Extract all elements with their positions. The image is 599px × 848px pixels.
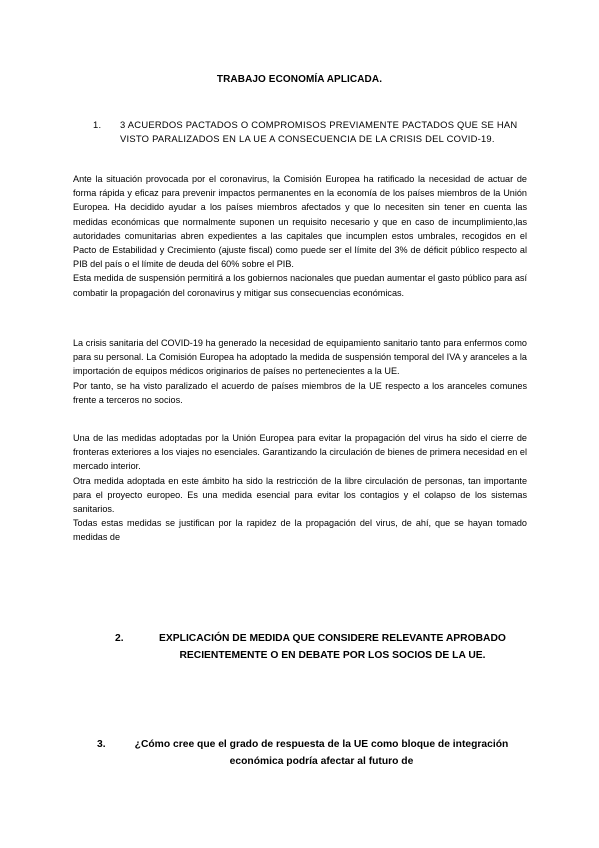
paragraph: Todas estas medidas se justifican por la rapidez de la propagación del virus, de ahí, que se hayan tomado medidas de bbox=[73, 518, 527, 543]
section-3-heading-text: ¿Cómo cree que el grado de respuesta de la UE como bloque de integración económica podría afectar al futuro de bbox=[134, 739, 509, 767]
paragraph-block-free-movement bbox=[73, 431, 527, 545]
paragraph: Una de las medidas adoptadas por la Unión Europea para evitar la propagación del virus ha sido el cierre de fronteras exteriores a los viajes no esenciales. Garantizando la circulación de bienes de primera necesidad en el mercado interior. bbox=[73, 433, 527, 472]
paragraph: Esta medida de suspensión permitirá a los gobiernos nacionales que puedan aumentar el gasto público para así combatir la propagación del coronavirus y mitigar sus consecuencias económicas. bbox=[73, 273, 527, 298]
section-3-heading bbox=[97, 736, 527, 770]
section-3-number: 3. bbox=[97, 739, 106, 750]
paragraph-block-fiscal-rules bbox=[73, 172, 527, 300]
paragraph: Ante la situación provocada por el coronavirus, la Comisión Europea ha ratificado la necesidad de actuar de forma rápida y eficaz para prevenir impactos permanentes en la economía de los países miembros de la Unión Europea. Ha decidido ayudar a los países miembros afectados y que lo necesiten sin tener en cuenta las medidas económicas que normalmente suponen un requisito necesario y que en caso de incumplimiento,las autoridades comunitarias abren expedientes a las capitales que incumplen estos umbrales, recogidos en el Pacto de Estabilidad y Crecimiento (ajuste fiscal) como puede ser el límite del 3% de déficit público respecto al PIB del país o el límite de deuda del 60% sobre el PIB. bbox=[73, 174, 527, 270]
document-title: TRABAJO ECONOMÍA APLICADA. bbox=[216, 74, 383, 85]
section-1-heading bbox=[93, 118, 533, 146]
section-1-number: 1. bbox=[93, 119, 102, 130]
section-2-heading bbox=[115, 630, 535, 664]
section-2-heading-text: EXPLICACIÓN DE MEDIDA QUE CONSIDERE RELEVANTE APROBADO RECIENTEMENTE O EN DEBATE POR LOS SOCIOS DE LA UE. bbox=[159, 633, 506, 661]
section-2-number: 2. bbox=[115, 633, 124, 644]
paragraph: Otra medida adoptada en este ámbito ha sido la restricción de la libre circulación de personas, tan importante para el proyecto europeo. Es una medida esencial para evitar los contagios y el colapso de los sistemas sanitarios. bbox=[73, 475, 527, 515]
paragraph: La crisis sanitaria del COVID-19 ha generado la necesidad de equipamiento sanitario tanto para enfermos como para su personal. La Comisión Europea ha adoptado la medida de suspensión temporal del IVA y aranceles a la importación de equipos médicos originarios de países no pertenecientes a la UE. bbox=[73, 338, 527, 377]
paragraph: Por tanto, se ha visto paralizado el acuerdo de países miembros de la UE respecto a los aranceles comunes frente a terceros no socios. bbox=[73, 380, 527, 405]
paragraph-block-tariffs bbox=[73, 336, 527, 407]
section-1-heading-text: 3 ACUERDOS PACTADOS O COMPROMISOS PREVIAMENTE PACTADOS QUE SE HAN VISTO PARALIZADOS EN LA UE A CONSECUENCIA DE LA CRISIS DEL COVID-19. bbox=[120, 119, 518, 144]
